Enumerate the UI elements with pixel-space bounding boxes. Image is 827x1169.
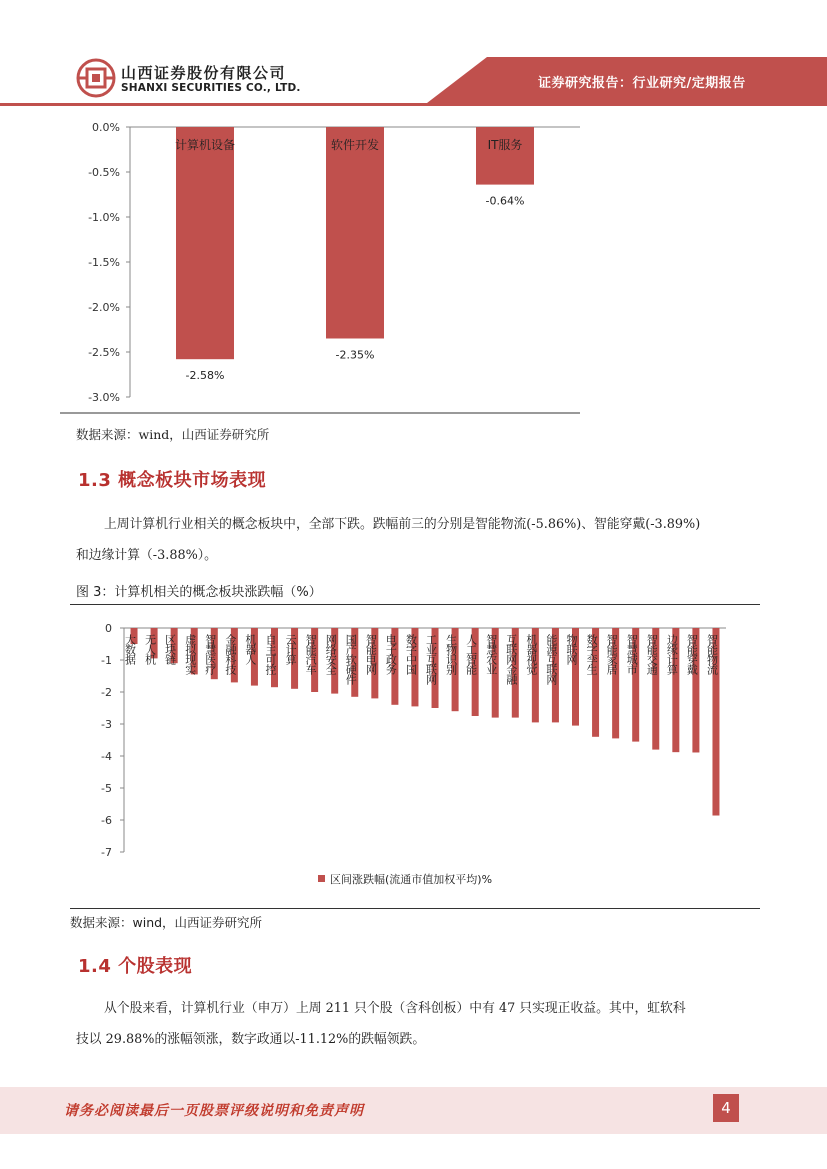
category-label: 人工智能 <box>464 634 478 674</box>
concept-sector-chart <box>76 612 756 902</box>
category-label: 能源互联网 <box>544 634 558 684</box>
bar <box>176 127 234 359</box>
category-label: 智能家居 <box>605 634 619 674</box>
category-label: 网络安全 <box>324 634 338 674</box>
data-label: -2.58% <box>185 369 225 383</box>
y-tick-label: -4 <box>101 750 112 763</box>
y-tick-label: 0 <box>105 622 112 635</box>
y-tick-label: -3.0% <box>88 391 120 404</box>
category-label: 智慧医疗 <box>203 634 217 674</box>
category-label: 物联网 <box>565 634 578 664</box>
y-tick-label: -2.0% <box>88 301 120 314</box>
paragraph-1-4-line-2: 技以 29.88%的涨幅领涨，数字政通以-11.12%的跌幅领跌。 <box>76 1032 426 1047</box>
legend-swatch <box>318 875 325 882</box>
category-label: 智能穿戴 <box>685 634 699 674</box>
category-label: 自主可控 <box>264 634 277 674</box>
y-tick-label: -5 <box>101 782 112 795</box>
footer-disclaimer: 请务必阅读最后一页股票评级说明和免责声明 <box>64 1103 364 1119</box>
y-tick-label: 0.0% <box>92 121 120 134</box>
category-label: 智能物流 <box>705 634 719 674</box>
category-label: 智能汽车 <box>304 634 318 674</box>
category-label: 电子政务 <box>384 634 398 674</box>
y-tick-label: -1.5% <box>88 256 120 269</box>
page-number: 4 <box>713 1094 739 1122</box>
y-tick-label: -2 <box>101 686 112 699</box>
category-label: 金融科技 <box>223 634 237 674</box>
y-tick-label: -7 <box>101 846 112 859</box>
report-type-label: 证券研究报告：行业研究/定期报告 <box>538 76 746 91</box>
data-label: -2.35% <box>335 348 375 362</box>
category-label: 虚拟现实 <box>183 634 197 674</box>
paragraph-1-3-line-2: 和边缘计算（-3.88%）。 <box>76 548 217 563</box>
category-label: 国产软硬件 <box>344 634 358 684</box>
category-label: 生物识别 <box>444 634 458 674</box>
section-title-1-4: 1.4 个股表现 <box>78 956 193 977</box>
y-tick-label: -6 <box>101 814 112 827</box>
bar <box>476 127 534 185</box>
category-label: 云计算 <box>284 634 298 664</box>
category-label: 智慧农业 <box>484 634 498 674</box>
y-tick-label: -1.0% <box>88 211 120 224</box>
category-label: 边缘计算 <box>665 634 679 674</box>
data-source-1: 数据来源：wind，山西证券研究所 <box>76 427 270 442</box>
paragraph-1-3-line-1: 上周计算机行业相关的概念板块中，全部下跌。跌幅前三的分别是智能物流(-5.86%)、智能穿戴(-3.89%) <box>104 517 701 532</box>
figure-3-bottom-rule <box>70 908 760 909</box>
company-name-en: SHANXI SECURITIES CO., LTD. <box>121 82 301 94</box>
figure-3-caption: 图 3：计算机相关的概念板块涨跌幅（%） <box>76 585 322 600</box>
category-label: 区块链 <box>163 634 177 664</box>
category-label: 计算机设备 <box>174 138 236 152</box>
category-label: 互联网金融 <box>504 634 518 684</box>
category-label: 无人机 <box>143 634 157 664</box>
category-label: 数字中国 <box>404 634 418 674</box>
category-label: 智慧城市 <box>625 634 639 674</box>
category-label: 工业互联网 <box>424 634 438 684</box>
paragraph-1-4-line-1: 从个股来看，计算机行业（申万）上周 211 只个股（含科创板）中有 47 只实现正收益。其中，虹软科 <box>104 1001 686 1016</box>
category-label: 智能电网 <box>364 634 378 674</box>
industry-returns-chart <box>60 112 600 422</box>
category-label: 大数据 <box>123 634 137 664</box>
y-tick-label: -2.5% <box>88 346 120 359</box>
y-tick-label: -0.5% <box>88 166 120 179</box>
category-label: 智能交通 <box>645 634 659 674</box>
company-name-cn: 山西证券股份有限公司 <box>121 64 287 82</box>
section-title-1-3: 1.3 概念板块市场表现 <box>78 470 267 491</box>
company-logo <box>76 58 116 98</box>
data-source-2: 数据来源：wind，山西证券研究所 <box>70 915 263 930</box>
category-label: 软件开发 <box>330 138 380 152</box>
category-label: 机器视觉 <box>524 634 538 674</box>
data-label: -0.64% <box>485 194 525 208</box>
legend-label: 区间涨跌幅(流通市值加权平均)% <box>330 873 493 886</box>
figure-3-top-rule <box>70 604 760 605</box>
header-rule <box>0 103 827 106</box>
y-tick-label: -3 <box>101 718 112 731</box>
category-label: IT服务 <box>487 138 523 152</box>
category-label: 数字孪生 <box>585 634 599 674</box>
bar <box>326 127 384 339</box>
y-tick-label: -1 <box>101 654 112 667</box>
category-label: 机器人 <box>243 634 257 664</box>
